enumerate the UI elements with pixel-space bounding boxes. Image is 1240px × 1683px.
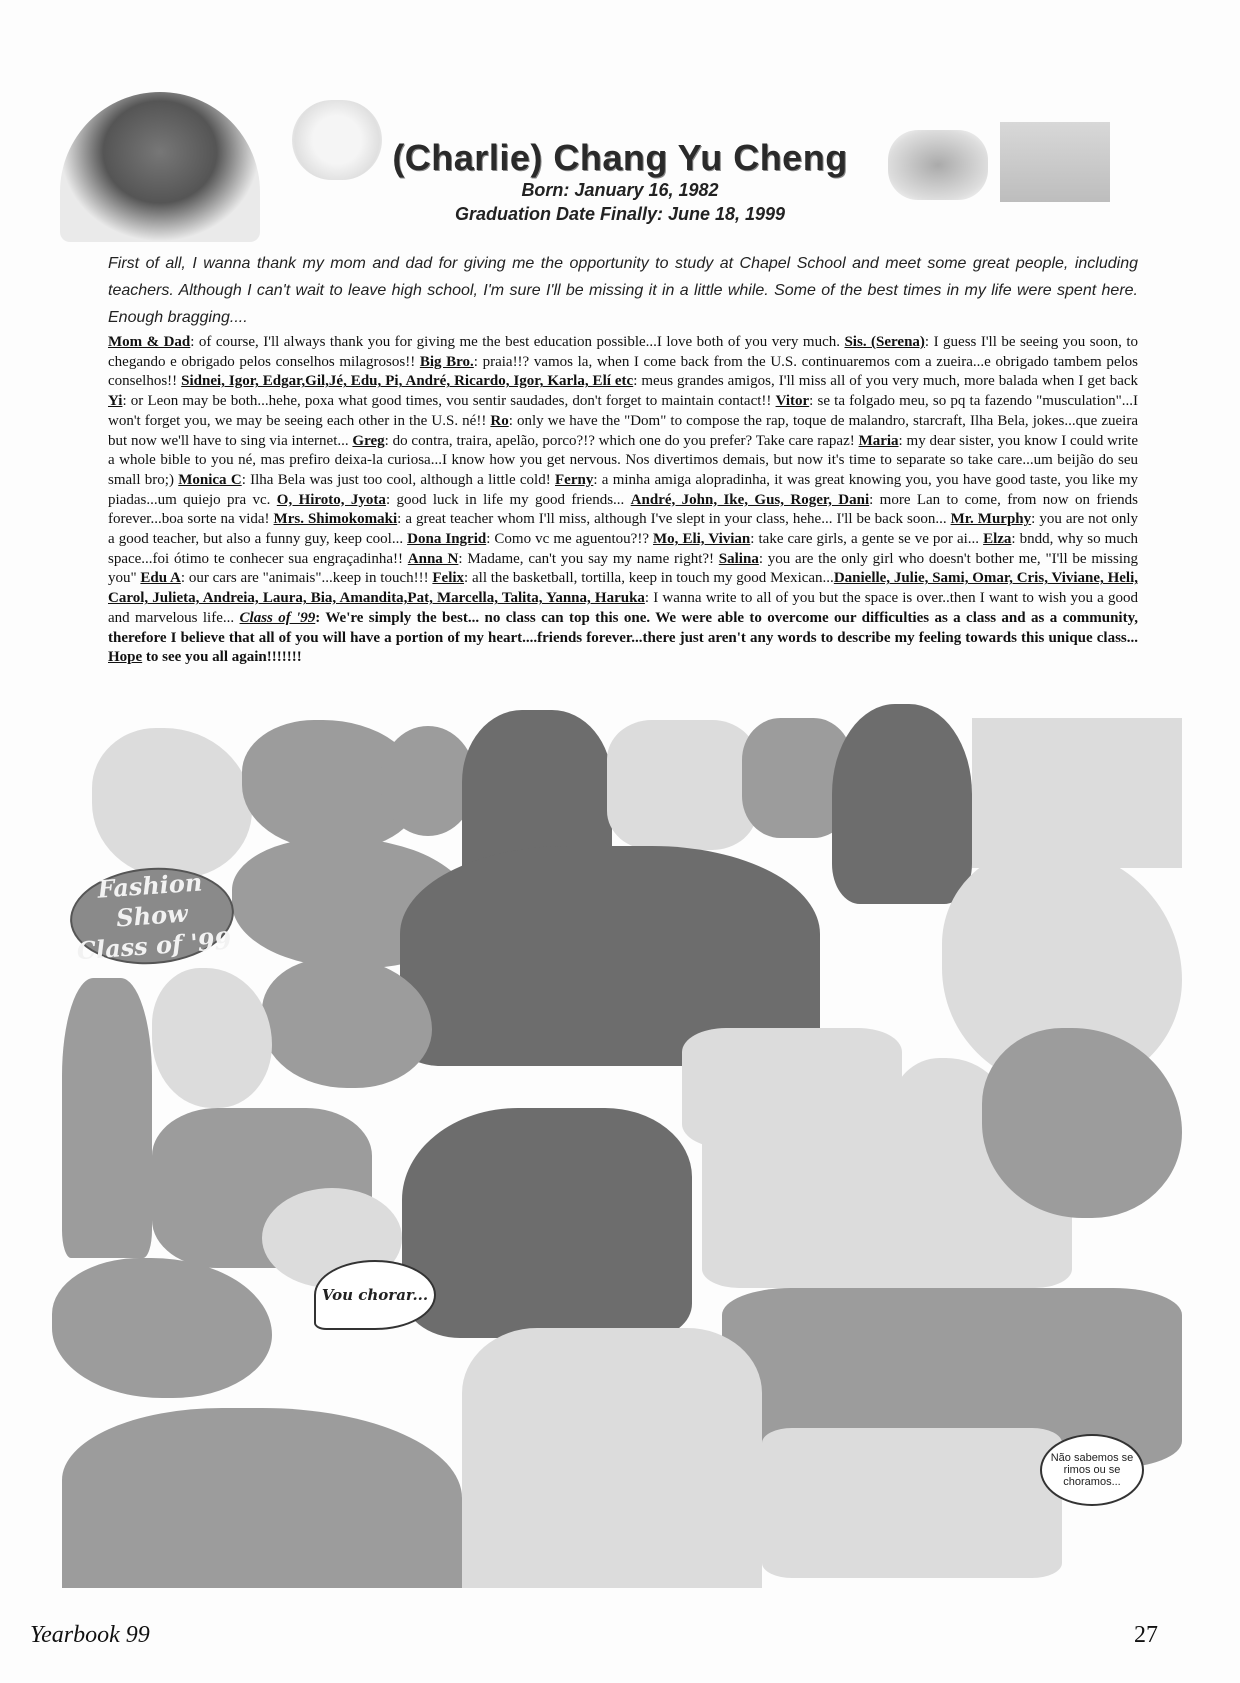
- friend-name: Big Bro.: [419, 353, 474, 370]
- collage-photo-car: [402, 1108, 692, 1338]
- message-text: : meus grandes amigos, I'll miss all of you very much, more balada when I get back: [633, 373, 1139, 390]
- message-text: : Madame, can't you say my name right?!: [458, 550, 719, 567]
- message-text: : or Leon may be both...hehe, poxa what good times, vou sentir saudades, don't forget to maintain contact!!: [122, 393, 776, 410]
- message-text: : you are not only a good teacher, but also a funny guy, keep cool...: [108, 511, 1138, 548]
- message-text: : I wanna write to all of you but the space is over..then I want to wish you a good and marvelous life...: [108, 590, 1138, 626]
- message-text: : good luck in life my good friends...: [385, 491, 631, 508]
- message-text: : our cars are "animais"...keep in touch!!!: [180, 570, 433, 587]
- message-text: : I guess I'll be seeing you soon, to chegando e obrigado pelos conselhos milagrosos!!: [108, 334, 1138, 370]
- collage-photo-group: [762, 1428, 1062, 1578]
- message-text: : Ilha Bela was just too cool, although a little cold!: [241, 471, 555, 488]
- collage-photo: [982, 1028, 1182, 1218]
- message-text: : a great teacher whom I'll miss, although I've slept in your class, hehe... I'll be back soon...: [397, 511, 951, 528]
- friend-name: Yi: [108, 393, 123, 410]
- speech-bubble-nao-sabemos: Não sabemos se rimos ou se choramos...: [1040, 1434, 1144, 1506]
- friend-name: Felix: [432, 570, 465, 587]
- speech-bubble-vou-chorar: Vou chorar...: [314, 1260, 436, 1330]
- message-text: : more Lan to come, from now on friends forever...boa sorte na vida!: [108, 491, 1138, 528]
- graduation-date: Graduation Date Finally: June 18, 1999: [454, 204, 786, 224]
- collage-photo: [832, 704, 972, 904]
- message-text: : do contra, traira, apelão, porco?!? which one do you prefer? Take care rapaz!: [384, 432, 859, 449]
- collage-photo: [92, 728, 252, 878]
- intro-text: First of all, I wanna thank my mom and dad for giving me the opportunity to study at Chapel School and meet some great people, including teachers. Although I can't wait to leave high school, I'm sure I'll be missing it in a little while. Some of the best times in my life were spent here. Enough bragging....: [108, 255, 1138, 326]
- collage-photo-standing: [62, 978, 152, 1258]
- collage-photo: [152, 968, 272, 1108]
- friend-name: Vitor: [775, 393, 810, 410]
- birth-date: Born: January 16, 1982: [521, 180, 719, 200]
- friend-name: Monica C: [178, 471, 242, 488]
- friend-name: Mrs. Shimokomaki: [273, 511, 398, 528]
- message-text: : praia!!? vamos la, when I come back from the U.S. continuaremos com a zueira...e obrigado tambem pelos conselhos!!: [108, 353, 1139, 390]
- friend-name: Ferny: [555, 471, 594, 488]
- fashion-show-line-2: Class of '99: [75, 925, 233, 966]
- collage-photo: [52, 1258, 272, 1398]
- friend-name: Anna N: [407, 550, 459, 567]
- friend-name: Maria: [858, 432, 899, 449]
- class-name: Class of '99: [239, 609, 316, 626]
- class-message: to see you all again!!!!!!!: [142, 649, 302, 666]
- collage-photo-group: [62, 1408, 462, 1588]
- yearbook-label: Yearbook 99: [30, 1622, 150, 1648]
- friend-name: Mo, Eli, Vivian: [653, 531, 751, 548]
- friend-name: O, Hiroto, Jyota: [276, 491, 386, 508]
- friend-name: André, John, Ike, Gus, Roger, Dani: [630, 491, 870, 508]
- message-text: : only we have the "Dom" to compose the rap, toque de malandro, starcraft, Ilha Bela, jokes...que zueira but now we'll have to sing via internet...: [108, 412, 1139, 449]
- friend-name: Elza: [983, 531, 1012, 548]
- friend-name: Ro: [490, 412, 509, 429]
- message-text: : Como vc me aguentou?!?: [486, 531, 654, 548]
- message-text: : take care girls, a gente se ve por ai...: [750, 531, 984, 548]
- friend-name: Danielle, Julie, Sami, Omar, Cris, Viviane, Heli, Carol, Julieta, Andreia, Laura, Bia, Amandita,Pat, Marcella, Talita, Yanna, Haruka: [108, 570, 1138, 607]
- message-text: : a minha amiga alopradinha, it was great knowing you, you have good taste, you like my piadas...um quiejo pra vc.: [108, 471, 1138, 508]
- message-text: : all the basketball, tortilla, keep in touch my good Mexican...: [464, 570, 834, 587]
- class-message: : We're simply the best... no class can top this one. We were able to overcome our difficulties as a class and as a community, therefore I believe that all of you will have a portion of my heart....friends forever...there just aren't any words to describe my feeling towards this unique class...: [108, 609, 1138, 646]
- faded-portrait-photo: [292, 100, 382, 180]
- group-photo: [1000, 122, 1110, 202]
- message-text: : of course, I'll always thank you for giving me the best education possible...I love both of you very much.: [190, 334, 845, 350]
- student-name: (Charlie) Chang Yu Cheng: [392, 137, 848, 178]
- friend-name: Mr. Murphy: [950, 511, 1032, 528]
- friend-name: Sidnei, Igor, Edgar,Gil,Jé, Edu, Pi, André, Ricardo, Igor, Karla, Elí etc: [181, 373, 634, 390]
- message-text: : bndd, why so much space...foi ótimo te conhecer sua engraçadinha!!: [108, 531, 1138, 567]
- friend-name: Greg: [352, 432, 385, 449]
- collage-photo: [972, 718, 1182, 868]
- friend-name: Dona Ingrid: [407, 531, 487, 548]
- fashion-show-line-1: Fashion Show: [96, 867, 204, 933]
- page-number: 27: [1134, 1622, 1158, 1648]
- message-emphasis: Hope: [108, 649, 143, 666]
- couple-photo: [888, 130, 988, 200]
- friend-name: Salina: [718, 550, 759, 567]
- photo-collage: [62, 728, 1182, 1588]
- fashion-show-caption: [67, 862, 237, 969]
- friend-name: Edu A: [140, 570, 181, 587]
- title-block: [380, 138, 860, 226]
- friend-name: Mom & Dad: [108, 334, 191, 350]
- portrait-photo: [60, 92, 260, 242]
- friend-name: Sis. (Serena): [844, 334, 925, 350]
- dedication-message: [108, 333, 1138, 668]
- collage-photo-group: [462, 1328, 762, 1588]
- message-text: : se ta folgado meu, so pq ta fazendo "musculation"...I won't forget you, we may be seeing each other in the U.S. né!!: [108, 393, 1139, 429]
- collage-photo: [607, 720, 757, 850]
- message-text: : you are the only girl who doesn't bother me, "I'll be missing you": [108, 550, 1138, 587]
- message-text: : my dear sister, you know I could write a whole bible to you né, mas prefiro deixa-la curiosa...I know how you get nervous. Nos divertimos demais, but now it's time to separate so take care...um beijão do seu small bro;): [108, 432, 1138, 488]
